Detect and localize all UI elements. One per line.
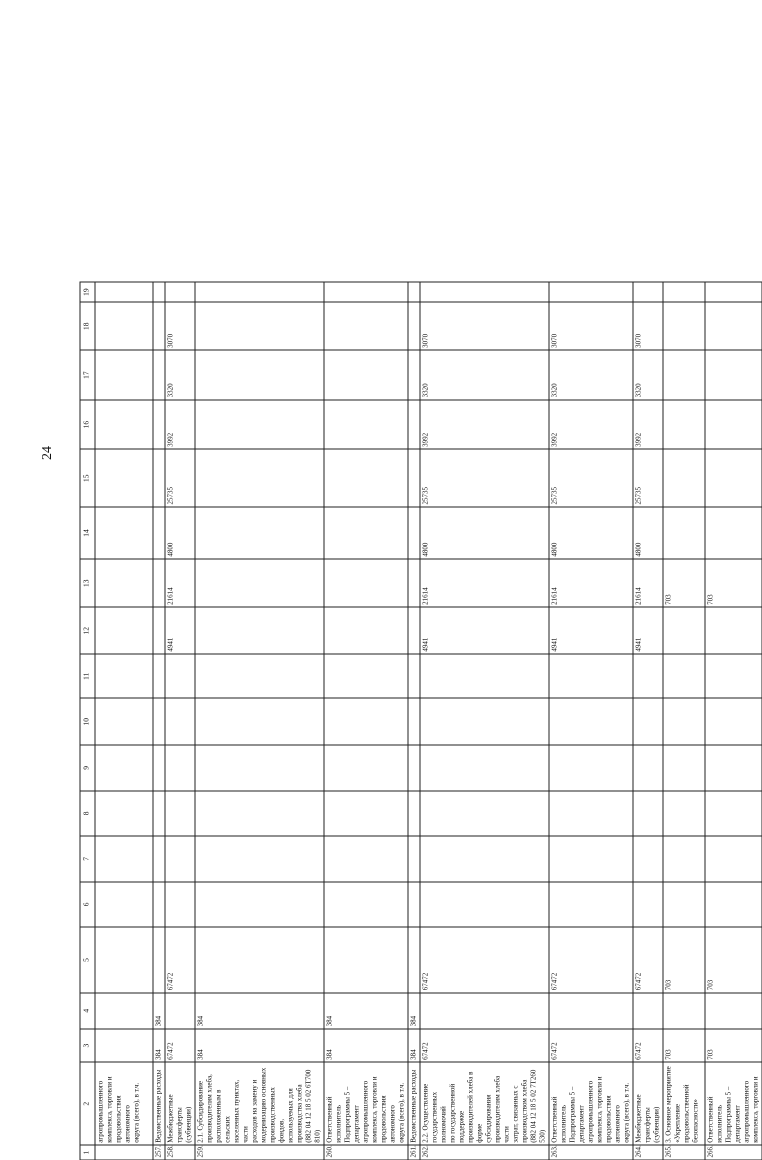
column-number-header: 14 xyxy=(80,506,95,558)
value-cell xyxy=(408,449,420,507)
value-cell xyxy=(633,790,663,836)
row-number-cell: 265. xyxy=(663,1145,705,1160)
value-cell xyxy=(324,350,408,400)
value-cell: 4941 xyxy=(165,607,195,654)
empty-cell xyxy=(663,282,705,302)
value-cell: 21614 xyxy=(633,559,663,607)
value-cell: 67472 xyxy=(549,1028,633,1061)
row-name-cell: Ведомственные расходы xyxy=(408,1062,420,1145)
value-cell xyxy=(195,449,324,507)
value-cell xyxy=(705,654,762,698)
value-cell xyxy=(705,607,762,654)
value-cell xyxy=(324,654,408,698)
row-number-cell: 264. xyxy=(633,1145,663,1160)
value-cell xyxy=(633,745,663,791)
value-cell xyxy=(153,745,165,791)
value-cell xyxy=(95,302,153,350)
value-cell: 3992 xyxy=(165,399,195,449)
value-cell xyxy=(633,654,663,698)
table-row xyxy=(420,282,549,1160)
value-cell xyxy=(420,881,549,927)
row-number-cell: 257. xyxy=(153,1145,165,1160)
value-cell xyxy=(420,745,549,791)
empty-cell xyxy=(420,282,549,302)
value-cell: 4941 xyxy=(633,607,663,654)
value-cell xyxy=(408,927,420,993)
value-cell: 703 xyxy=(705,1028,762,1061)
value-cell xyxy=(195,654,324,698)
value-cell xyxy=(165,836,195,882)
row-number-cell xyxy=(95,1145,153,1160)
value-cell: 3320 xyxy=(633,350,663,400)
value-cell xyxy=(705,449,762,507)
value-cell xyxy=(549,992,633,1028)
value-cell xyxy=(420,992,549,1028)
column-number-header: 6 xyxy=(80,881,95,927)
budget-table-sheet xyxy=(79,281,759,1160)
value-cell xyxy=(195,350,324,400)
value-cell xyxy=(95,927,153,993)
value-cell: 67472 xyxy=(633,927,663,993)
value-cell xyxy=(420,790,549,836)
value-cell xyxy=(195,790,324,836)
table-row xyxy=(153,282,165,1160)
value-cell xyxy=(549,698,633,745)
value-cell xyxy=(153,449,165,507)
value-cell xyxy=(549,745,633,791)
value-cell: 3070 xyxy=(633,302,663,350)
table-row xyxy=(165,282,195,1160)
value-cell: 21614 xyxy=(165,559,195,607)
value-cell: 3320 xyxy=(420,350,549,400)
value-cell xyxy=(408,506,420,558)
value-cell: 3992 xyxy=(633,399,663,449)
value-cell xyxy=(705,790,762,836)
value-cell xyxy=(95,836,153,882)
value-cell xyxy=(663,881,705,927)
row-name-cell: Ответственный исполнитель Подпрограммы 5 – департамент агропромышленного комплекса, торговли и продовольствия автономного округа (всего), в т.ч. xyxy=(549,1062,633,1145)
value-cell xyxy=(408,881,420,927)
row-name-cell: агропромышленного комплекса, торговли и продовольствия автономного округа (всего), в т.ч. xyxy=(95,1062,153,1145)
value-cell: 384 xyxy=(324,992,408,1028)
table-row xyxy=(633,282,663,1160)
value-cell: 67472 xyxy=(420,927,549,993)
value-cell xyxy=(705,836,762,882)
value-cell xyxy=(95,745,153,791)
value-cell xyxy=(95,449,153,507)
value-cell: 4941 xyxy=(549,607,633,654)
value-cell: 384 xyxy=(153,1028,165,1061)
empty-cell xyxy=(195,282,324,302)
value-cell xyxy=(153,836,165,882)
column-number-header: 18 xyxy=(80,302,95,350)
value-cell xyxy=(195,698,324,745)
budget-table xyxy=(79,281,762,1160)
table-row xyxy=(705,282,762,1160)
empty-cell xyxy=(165,282,195,302)
value-cell xyxy=(705,745,762,791)
value-cell: 3070 xyxy=(165,302,195,350)
value-cell xyxy=(663,992,705,1028)
row-number-cell: 263. xyxy=(549,1145,633,1160)
value-cell xyxy=(195,836,324,882)
value-cell xyxy=(165,790,195,836)
value-cell xyxy=(633,992,663,1028)
value-cell xyxy=(705,506,762,558)
value-cell xyxy=(95,698,153,745)
empty-cell xyxy=(95,282,153,302)
value-cell xyxy=(95,399,153,449)
value-cell xyxy=(705,881,762,927)
value-cell xyxy=(549,654,633,698)
value-cell: 4941 xyxy=(420,607,549,654)
row-name-cell: Ведомственные расходы xyxy=(153,1062,165,1145)
row-number-cell: 260. xyxy=(324,1145,408,1160)
column-number-header: 13 xyxy=(80,559,95,607)
value-cell: 3320 xyxy=(549,350,633,400)
value-cell xyxy=(408,698,420,745)
value-cell xyxy=(95,881,153,927)
value-cell: 67472 xyxy=(165,927,195,993)
value-cell xyxy=(633,881,663,927)
column-number-header: 1 xyxy=(80,1145,95,1160)
column-number-header: 8 xyxy=(80,790,95,836)
value-cell: 3992 xyxy=(420,399,549,449)
column-number-header: 15 xyxy=(80,449,95,507)
value-cell: 384 xyxy=(408,992,420,1028)
value-cell xyxy=(95,992,153,1028)
value-cell xyxy=(95,559,153,607)
value-cell: 4800 xyxy=(633,506,663,558)
value-cell xyxy=(324,302,408,350)
column-number-header: 12 xyxy=(80,607,95,654)
value-cell: 67472 xyxy=(420,1028,549,1061)
value-cell xyxy=(663,449,705,507)
value-cell: 4800 xyxy=(549,506,633,558)
value-cell: 703 xyxy=(663,1028,705,1061)
value-cell xyxy=(324,836,408,882)
value-cell: 703 xyxy=(663,927,705,993)
value-cell xyxy=(195,927,324,993)
value-cell xyxy=(705,350,762,400)
value-cell xyxy=(408,836,420,882)
row-number-cell: 262. xyxy=(420,1145,549,1160)
column-number-header: 7 xyxy=(80,836,95,882)
row-name-cell: 2.2. Осуществление государственных полномочий по государственной поддержке производителей хлеба в форме субсидирования производителям хлеба части затрат, связанных с производством хлеба (882 04 12 18 5 02 7Т260 530) xyxy=(420,1062,549,1145)
value-cell xyxy=(153,302,165,350)
row-name-cell: Ответственный исполнитель Подпрограммы 5 – департамент агропромышленного комплекса, торговли и xyxy=(705,1062,762,1145)
empty-cell xyxy=(549,282,633,302)
value-cell xyxy=(153,399,165,449)
value-cell xyxy=(324,449,408,507)
empty-cell xyxy=(705,282,762,302)
table-row xyxy=(408,282,420,1160)
value-cell: 384 xyxy=(324,1028,408,1061)
row-name-cell: Межбюджетные трансферты (субвенции) xyxy=(633,1062,663,1145)
value-cell xyxy=(663,698,705,745)
table-row xyxy=(549,282,633,1160)
value-cell xyxy=(165,654,195,698)
value-cell xyxy=(153,607,165,654)
value-cell xyxy=(408,350,420,400)
empty-cell xyxy=(408,282,420,302)
value-cell xyxy=(633,698,663,745)
column-number-header: 4 xyxy=(80,992,95,1028)
value-cell xyxy=(95,506,153,558)
value-cell xyxy=(705,399,762,449)
row-name-cell: Ответственный исполнитель Подпрограммы 5 – департамент агропромышленного комплекса, торговли и продовольствия автономного округа (всего), в т.ч. xyxy=(324,1062,408,1145)
value-cell xyxy=(549,881,633,927)
value-cell xyxy=(95,654,153,698)
value-cell xyxy=(663,399,705,449)
column-number-header: 19 xyxy=(80,282,95,302)
value-cell xyxy=(324,506,408,558)
row-name-cell: 2.1. Субсидирование производителям хлеба, расположенным в сельских населенных пунктах, части расходов на замену и модернизацию основных производственных фондов, используемых для производства хлеба (882 04 12 18 5 02 6Т700 810) xyxy=(195,1062,324,1145)
value-cell xyxy=(153,654,165,698)
value-cell: 25735 xyxy=(549,449,633,507)
value-cell: 3992 xyxy=(549,399,633,449)
value-cell xyxy=(324,698,408,745)
value-cell xyxy=(324,745,408,791)
value-cell: 67472 xyxy=(165,1028,195,1061)
value-cell xyxy=(324,927,408,993)
value-cell xyxy=(408,559,420,607)
value-cell: 25735 xyxy=(420,449,549,507)
row-number-cell: 261. xyxy=(408,1145,420,1160)
value-cell: 384 xyxy=(195,992,324,1028)
row-name-cell: 3. Основное мероприятие «Укрепление продовольственной безопасности» xyxy=(663,1062,705,1145)
value-cell: 703 xyxy=(705,559,762,607)
value-cell xyxy=(165,745,195,791)
value-cell xyxy=(153,559,165,607)
value-cell: 703 xyxy=(705,927,762,993)
value-cell xyxy=(324,607,408,654)
table-row xyxy=(324,282,408,1160)
value-cell xyxy=(95,790,153,836)
value-cell: 384 xyxy=(153,992,165,1028)
value-cell xyxy=(165,881,195,927)
value-cell: 67472 xyxy=(549,927,633,993)
value-cell xyxy=(195,506,324,558)
value-cell xyxy=(408,399,420,449)
value-cell xyxy=(420,654,549,698)
column-number-header: 5 xyxy=(80,927,95,993)
value-cell xyxy=(420,836,549,882)
value-cell: 384 xyxy=(408,1028,420,1061)
value-cell: 67472 xyxy=(633,1028,663,1061)
value-cell: 3320 xyxy=(165,350,195,400)
empty-cell xyxy=(633,282,663,302)
value-cell xyxy=(324,399,408,449)
value-cell xyxy=(549,836,633,882)
row-number-cell: 258. xyxy=(165,1145,195,1160)
value-cell xyxy=(705,302,762,350)
value-cell xyxy=(153,927,165,993)
value-cell: 21614 xyxy=(549,559,633,607)
value-cell xyxy=(324,790,408,836)
value-cell: 4800 xyxy=(165,506,195,558)
value-cell: 21614 xyxy=(420,559,549,607)
value-cell xyxy=(195,302,324,350)
value-cell xyxy=(153,790,165,836)
value-cell: 3070 xyxy=(549,302,633,350)
value-cell xyxy=(153,350,165,400)
row-number-cell: 266. xyxy=(705,1145,762,1160)
value-cell xyxy=(705,992,762,1028)
column-number-header: 3 xyxy=(80,1028,95,1061)
value-cell xyxy=(153,698,165,745)
value-cell xyxy=(408,745,420,791)
table-row xyxy=(95,282,153,1160)
value-cell xyxy=(408,654,420,698)
value-cell xyxy=(705,698,762,745)
value-cell xyxy=(324,559,408,607)
value-cell: 703 xyxy=(663,559,705,607)
column-number-header: 11 xyxy=(80,654,95,698)
column-number-header: 16 xyxy=(80,399,95,449)
value-cell xyxy=(324,881,408,927)
value-cell xyxy=(153,506,165,558)
empty-cell xyxy=(153,282,165,302)
table-row xyxy=(663,282,705,1160)
value-cell xyxy=(663,790,705,836)
value-cell xyxy=(663,836,705,882)
value-cell xyxy=(663,607,705,654)
column-number-header: 17 xyxy=(80,350,95,400)
column-number-header: 10 xyxy=(80,698,95,745)
value-cell xyxy=(408,607,420,654)
value-cell xyxy=(165,698,195,745)
value-cell xyxy=(549,790,633,836)
value-cell xyxy=(95,1028,153,1061)
value-cell xyxy=(663,350,705,400)
value-cell xyxy=(95,607,153,654)
value-cell xyxy=(195,881,324,927)
value-cell: 4800 xyxy=(420,506,549,558)
value-cell xyxy=(195,399,324,449)
value-cell xyxy=(153,881,165,927)
page-number: 24 xyxy=(40,446,55,460)
value-cell xyxy=(663,506,705,558)
value-cell: 3070 xyxy=(420,302,549,350)
value-cell xyxy=(663,654,705,698)
row-name-cell: Межбюджетные трансферты (субвенции) xyxy=(165,1062,195,1145)
row-number-cell: 259. xyxy=(195,1145,324,1160)
table-header-row xyxy=(80,282,95,1160)
value-cell xyxy=(195,745,324,791)
value-cell xyxy=(408,302,420,350)
value-cell xyxy=(195,559,324,607)
column-number-header: 2 xyxy=(80,1062,95,1145)
value-cell xyxy=(420,698,549,745)
value-cell xyxy=(165,992,195,1028)
value-cell xyxy=(633,836,663,882)
value-cell xyxy=(95,350,153,400)
value-cell xyxy=(663,745,705,791)
value-cell: 25735 xyxy=(633,449,663,507)
value-cell: 25735 xyxy=(165,449,195,507)
column-number-header: 9 xyxy=(80,745,95,791)
value-cell xyxy=(663,302,705,350)
table-row xyxy=(195,282,324,1160)
empty-cell xyxy=(324,282,408,302)
value-cell xyxy=(408,790,420,836)
value-cell xyxy=(195,607,324,654)
value-cell: 384 xyxy=(195,1028,324,1061)
